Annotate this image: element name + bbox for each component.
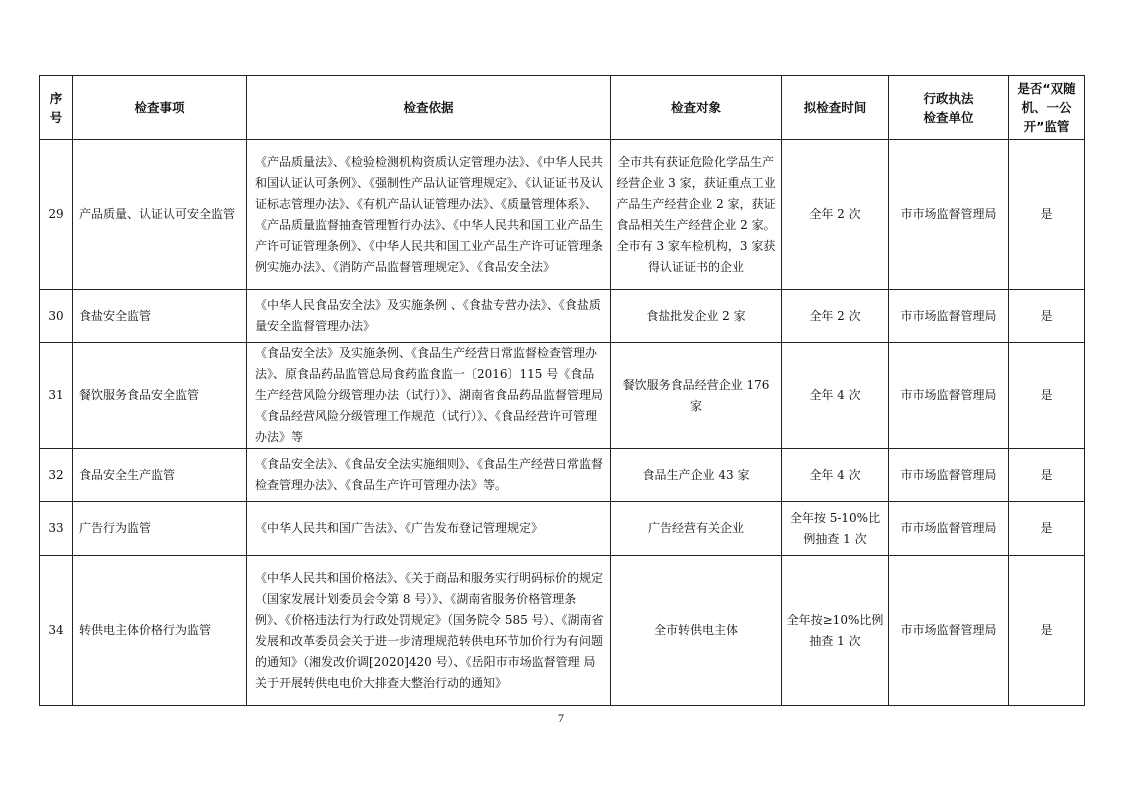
cell-basis: 《食品安全法》、《食品安全法实施细则》、《食品生产经营日常监督检查管理办法》、《食品生产许可管理办法》等。 [247, 449, 611, 502]
header-unit: 行政执法检查单位 [889, 76, 1009, 140]
cell-object: 广告经营有关企业 [611, 502, 782, 556]
header-random: 是否“双随机、一公开”监管 [1009, 76, 1085, 140]
cell-basis: 《食品安全法》及实施条例、《食品生产经营日常监督检查管理办法》、原食品药品监管总局食药监食监一〔2016〕115 号《食品生产经营风险分级管理办法（试行）》、湖南省食品药品监督管理局《食品经营风险分级管理工作规范（试行）》、《食品经营许可管理办法》等 [247, 343, 611, 449]
cell-item: 食品安全生产监管 [73, 449, 247, 502]
cell-unit: 市市场监督管理局 [889, 502, 1009, 556]
cell-object: 食品生产企业 43 家 [611, 449, 782, 502]
header-basis: 检查依据 [247, 76, 611, 140]
cell-basis: 《中华人民共和国价格法》、《关于商品和服务实行明码标价的规定（国家发展计划委员会令第 8 号）》、《湖南省服务价格管理条例》、《价格违法行为行政处罚规定》（国务院令 585 号）、《湖南省发展和改革委员会关于进一步清理规范转供电环节加价行为有问题的通知》（湘发改价调[2020]420 号）、《岳阳市市场监督管理 局关于开展转供电电价大排查大整治行动的通知》 [247, 556, 611, 706]
table-row [40, 290, 1085, 343]
cell-basis: 《中华人民食品安全法》及实施条例 、《食盐专营办法》、《食盐质量安全监督管理办法》 [247, 290, 611, 343]
cell-random: 是 [1009, 290, 1085, 343]
cell-unit: 市市场监督管理局 [889, 449, 1009, 502]
cell-unit: 市市场监督管理局 [889, 343, 1009, 449]
cell-basis: 《产品质量法》、《检验检测机构资质认定管理办法》、《中华人民共和国认证认可条例》、《强制性产品认证管理规定》、《认证证书及认证标志管理办法》、《有机产品认证管理办法》、《质量管理体系》、《产品质量监督抽查管理暂行办法》、《中华人民共和国工业产品生产许可证管理条例》、《中华人民共和国工业产品生产许可证管理条例实施办法》、《消防产品监督管理规定》、《食品安全法》 [247, 140, 611, 290]
cell-object: 全市转供电主体 [611, 556, 782, 706]
cell-time: 全年 4 次 [782, 343, 889, 449]
cell-time: 全年 2 次 [782, 140, 889, 290]
header-object: 检查对象 [611, 76, 782, 140]
cell-random: 是 [1009, 449, 1085, 502]
table-row [40, 502, 1085, 556]
cell-object: 餐饮服务食品经营企业 176 家 [611, 343, 782, 449]
inspection-table [39, 75, 1085, 706]
cell-object: 食盐批发企业 2 家 [611, 290, 782, 343]
table-row [40, 556, 1085, 706]
cell-unit: 市市场监督管理局 [889, 556, 1009, 706]
cell-no: 33 [40, 502, 73, 556]
table-row [40, 140, 1085, 290]
table-body [40, 140, 1085, 706]
cell-random: 是 [1009, 556, 1085, 706]
cell-random: 是 [1009, 343, 1085, 449]
cell-time: 全年按≥10%比例抽查 1 次 [782, 556, 889, 706]
cell-time: 全年按 5-10%比例抽查 1 次 [782, 502, 889, 556]
header-item: 检查事项 [73, 76, 247, 140]
cell-no: 34 [40, 556, 73, 706]
table-row [40, 343, 1085, 449]
header-no: 序号 [40, 76, 73, 140]
cell-no: 32 [40, 449, 73, 502]
cell-item: 食盐安全监管 [73, 290, 247, 343]
page-number: 7 [558, 711, 564, 725]
header-row [40, 76, 1085, 140]
cell-unit: 市市场监督管理局 [889, 140, 1009, 290]
cell-time: 全年 4 次 [782, 449, 889, 502]
cell-item: 产品质量、认证认可安全监管 [73, 140, 247, 290]
cell-item: 广告行为监管 [73, 502, 247, 556]
cell-unit: 市市场监督管理局 [889, 290, 1009, 343]
cell-item: 转供电主体价格行为监管 [73, 556, 247, 706]
cell-random: 是 [1009, 502, 1085, 556]
header-time: 拟检查时间 [782, 76, 889, 140]
cell-no: 30 [40, 290, 73, 343]
cell-no: 29 [40, 140, 73, 290]
cell-item: 餐饮服务食品安全监管 [73, 343, 247, 449]
cell-random: 是 [1009, 140, 1085, 290]
cell-time: 全年 2 次 [782, 290, 889, 343]
cell-basis: 《中华人民共和国广告法》、《广告发布登记管理规定》 [247, 502, 611, 556]
cell-no: 31 [40, 343, 73, 449]
table-row [40, 449, 1085, 502]
cell-object: 全市共有获证危险化学品生产经营企业 3 家，获证重点工业产品生产经营企业 2 家，获证食品相关生产经营企业 2 家。全市有 3 家车检机构，3 家获得认证证书的企业 [611, 140, 782, 290]
